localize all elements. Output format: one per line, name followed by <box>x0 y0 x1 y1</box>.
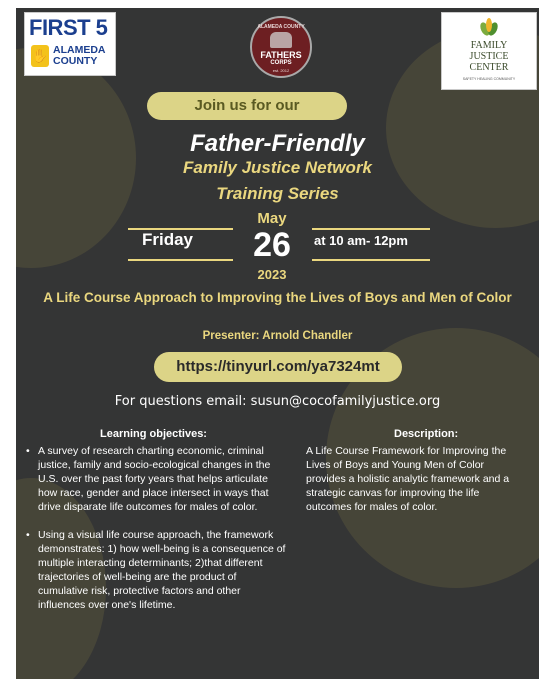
registration-link[interactable]: https://tinyurl.com/ya7324mt <box>154 352 402 382</box>
title-line2: Family Justice Network <box>183 158 372 177</box>
event-month: May <box>257 210 287 227</box>
event-year: 2023 <box>257 267 287 282</box>
divider <box>128 259 233 261</box>
list-item: • Using a visual life course approach, the framework demonstrates: 1) how well-being is a consequence of multiple interacting determinants; 2)that different trajectories of well-being are the product of cumulative risk, protective factors and other influences over one's lifetime. <box>26 528 288 612</box>
learning-objectives-list <box>26 444 288 626</box>
family-figures-icon <box>270 32 292 48</box>
session-title: A Life Course Approach to Improving the Lives of Boys and Men of Color <box>43 290 512 305</box>
event-day: Friday <box>142 230 194 249</box>
first5-logo <box>24 12 116 76</box>
fjc-line1: FAMILY <box>470 40 508 51</box>
first5-title: FIRST 5 <box>29 15 108 40</box>
fathers-sub-text: CORPS <box>270 60 292 66</box>
learning-heading: Learning objectives: <box>100 428 207 440</box>
fathers-est-text: est. 2012 <box>272 68 290 73</box>
leaf-icon <box>478 17 500 37</box>
list-item: • A survey of research charting economic, criminal justice, family and socio-ecological changes in the U.S. over the past forty years that helps articulate how race, gender and place intersect in ways that drive disparate life outcomes for males of color. <box>26 444 288 514</box>
first5-county <box>53 45 106 67</box>
fathers-main-text: FATHERS <box>260 50 302 60</box>
family-justice-center-logo <box>441 12 537 90</box>
divider <box>312 259 430 261</box>
contact-email: For questions email: susun@cocofamilyjustice.org <box>114 394 441 409</box>
event-time: at 10 am- 12pm <box>314 233 408 248</box>
fjc-name <box>442 40 536 73</box>
fjc-line2: JUSTICE <box>469 51 509 62</box>
fjc-line3: CENTER <box>469 62 509 73</box>
fathers-top-text: ALAMEDA COUNTY <box>257 24 305 30</box>
join-banner: Join us for our <box>147 92 347 120</box>
event-date: 26 <box>253 226 291 264</box>
flyer <box>16 8 539 679</box>
first5-sub-line1: ALAMEDA <box>53 44 106 56</box>
fathers-corps-logo <box>250 16 312 78</box>
presenter: Presenter: Arnold Chandler <box>202 330 353 342</box>
title-line1: Father-Friendly <box>190 130 365 157</box>
description-text: A Life Course Framework for Improving the Lives of Boys and Young Men of Color provides a holistic analytic framework and a strategic canvas for improving the life outcomes for males of color. <box>306 445 510 513</box>
divider <box>312 228 430 230</box>
fjc-tagline: SAFETY HEALING COMMUNITY <box>462 77 516 81</box>
first5-sub-line2: COUNTY <box>53 55 98 67</box>
title-line3: Training Series <box>216 184 339 203</box>
description-heading: Description: <box>394 428 459 440</box>
hand-icon: ✋ <box>31 45 49 67</box>
